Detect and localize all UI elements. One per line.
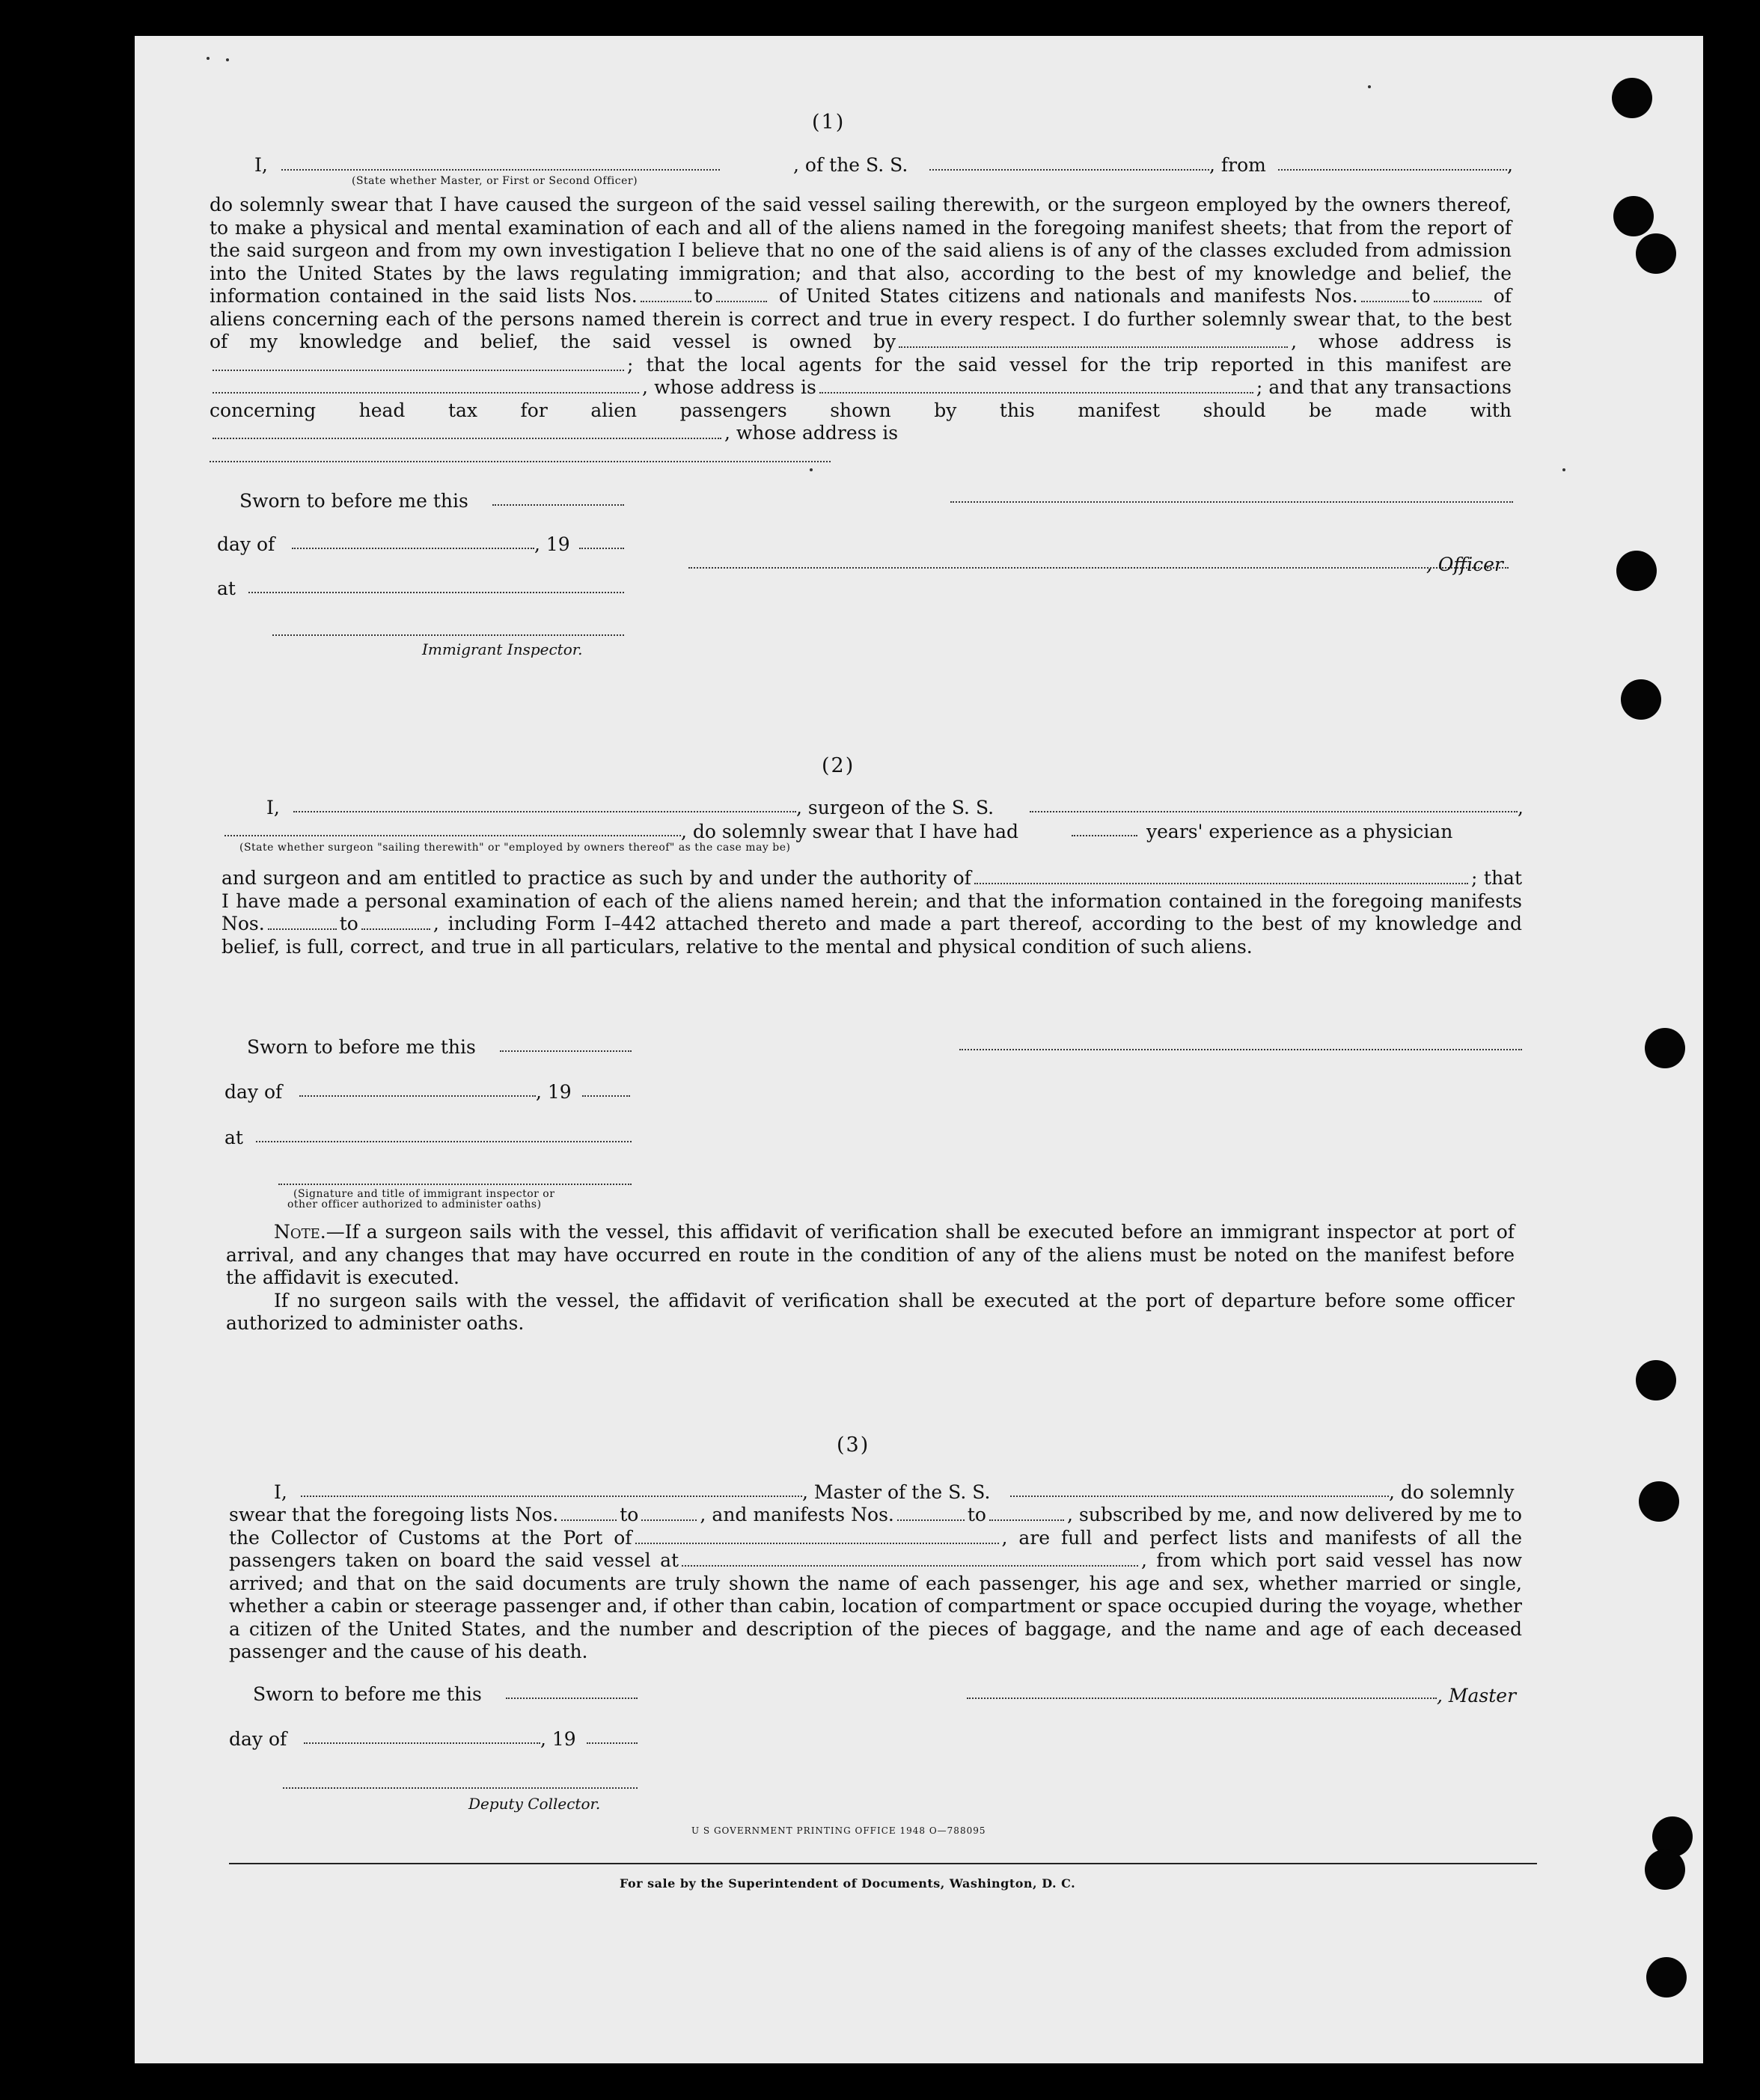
s1-owner-address-field[interactable] [213, 356, 624, 371]
s3-body-e: , from which port said vessel has now arrived; and that on the said documents are truly shown the name of each passenger, his age and sex, whether married or single, whether a cabin or steerage passenger and, if other than cabin, location of compartment or space occupied during the voyage, whether a citizen of the United States, and the number and description of the pieces of baggage, and the name and age of each deceased passenger and the cause of his death. [229, 1549, 1522, 1662]
punch-hole [1636, 233, 1676, 274]
s2-signature-field[interactable] [959, 1049, 1522, 1050]
s3-manifests-from-field[interactable] [897, 1506, 965, 1521]
s3-vessel-name-field[interactable] [1010, 1496, 1389, 1497]
s1-officer-rank-field[interactable] [281, 169, 720, 171]
s3-year-label: , 19 [540, 1728, 576, 1750]
s2-line1-i: I, [266, 797, 280, 818]
s2-status-hint: (State whether surgeon "sailing therewith" or "employed by owners thereof" as the case may be) [239, 842, 791, 854]
s1-officer-name-field[interactable] [688, 567, 1509, 569]
s1-officer-rank-hint: (State whether Master, or First or Second Officer) [352, 175, 638, 187]
s1-month-field[interactable] [292, 548, 534, 549]
s1-oath-paragraph [210, 194, 1512, 468]
s2-sig-hint [287, 1189, 554, 1210]
s2-body-a: and surgeon and am entitled to practice as such by and under the authority of [221, 867, 971, 889]
punch-hole [1613, 196, 1654, 236]
s2-year-label: , 19 [536, 1081, 572, 1103]
s3-oath-paragraph [229, 1504, 1522, 1664]
s3-month-field[interactable] [304, 1742, 540, 1744]
s1-year-label: , 19 [534, 533, 570, 555]
s1-line1-comma: , [1507, 154, 1513, 176]
footer-rule [229, 1863, 1537, 1864]
s2-surgeon-status-field[interactable] [224, 835, 681, 836]
s1-agents-address-field[interactable] [819, 379, 1253, 394]
s1-to-1: to [694, 285, 713, 307]
s1-owner-field[interactable] [899, 333, 1288, 348]
s2-years-label: years' experience as a physician [1146, 821, 1453, 842]
form-page [135, 36, 1703, 2063]
s2-sworn-day-field[interactable] [500, 1050, 632, 1052]
s1-from-port-field[interactable] [1278, 169, 1507, 171]
s3-line1-i: I, [274, 1481, 287, 1503]
s2-year-field[interactable] [582, 1095, 630, 1097]
s3-collector-label: Deputy Collector. [468, 1795, 601, 1813]
s1-body-e: ; that the local agents for the said vessel for the trip reported in this manifest are [627, 353, 1512, 376]
s3-swear-label: , do solemnly [1389, 1481, 1515, 1503]
s1-line1-i: I, [254, 154, 268, 176]
section-2-number: (2) [822, 754, 855, 777]
footer-sale-line: For sale by the Superintendent of Documents, Washington, D. C. [620, 1876, 1076, 1891]
s3-sworn-label: Sworn to before me this [253, 1683, 482, 1705]
s2-body-b: ; that I have made a personal examination of each of the aliens named herein; and that the information contained in the foregoing manifests Nos. [221, 867, 1523, 934]
s2-note-paragraph [226, 1221, 1515, 1335]
s1-at-label: at [217, 578, 236, 599]
s1-of-the-ss-label: , of the S. S. [793, 154, 908, 176]
s2-day-of-label: day of [224, 1081, 283, 1103]
s2-manifests-from-field[interactable] [268, 915, 337, 930]
s1-body-f: , whose address is [642, 376, 816, 398]
s2-month-field[interactable] [299, 1095, 536, 1097]
s1-body-a: do solemnly swear that I have caused the surgeon of the said vessel sailing therewith, or the surgeon employed by the owners thereof, to make a physical and mental examination of each and all of the aliens named in the foregoing manifest sheets; that from the report of the said surgeon and from my own investigation I believe that no one of the said aliens is of any of the classes excluded from admission into the United States by the laws regulating immigration; and that also, according to the best of my knowledge and belief, the information contained in the said lists Nos. [210, 194, 1512, 307]
s3-body-c: , subscribed by me, and now delivered by me to the Collector of Customs at the Port of [229, 1504, 1522, 1549]
punch-hole [1645, 1028, 1685, 1068]
s1-year-field[interactable] [579, 548, 624, 549]
punch-hole [1621, 679, 1661, 720]
s3-sworn-day-field[interactable] [506, 1698, 638, 1699]
s2-line1-comma: , [1518, 797, 1524, 818]
s2-manifests-to-field[interactable] [361, 915, 430, 930]
s3-manifests-to-field[interactable] [989, 1506, 1064, 1521]
s2-oath-paragraph [221, 867, 1522, 958]
punch-hole [1636, 1360, 1676, 1400]
s2-at-place-field[interactable] [256, 1141, 632, 1142]
s1-inspector-signature-field[interactable] [272, 634, 624, 636]
s3-to-1: to [620, 1504, 639, 1525]
s1-manifests-to-field[interactable] [1434, 287, 1482, 302]
s1-body-c: of aliens concerning each of the persons named therein is correct and true in every respect. I do further solemnly swear that, to the best of my knowledge and belief, the said vessel is owned by [210, 285, 1512, 352]
s1-lists-from-field[interactable] [641, 287, 691, 302]
scan-speck [1368, 85, 1371, 88]
scan-speck [1562, 468, 1565, 471]
s1-head-tax-party-field[interactable] [213, 424, 721, 439]
s3-to-2: to [967, 1504, 986, 1525]
s3-body-d: , are full and perfect lists and manifests of all the passengers taken on board the said vessel at [229, 1526, 1522, 1571]
section-1-number: (1) [812, 111, 846, 134]
s2-years-field[interactable] [1072, 835, 1137, 836]
s1-body-d: , whose address is [1291, 331, 1512, 352]
s1-to-2: to [1411, 285, 1431, 307]
s2-note-2: If no surgeon sails with the vessel, the affidavit of verification shall be executed at the port of departure before some officer authorized to administer oaths. [226, 1289, 1515, 1334]
s3-port-field[interactable] [635, 1529, 999, 1544]
s1-vessel-name-field[interactable] [929, 169, 1209, 171]
s1-officer-label: , Officer [1426, 554, 1503, 575]
s1-head-tax-address-field[interactable] [210, 447, 831, 462]
s2-surgeon-name-field[interactable] [293, 811, 796, 812]
s1-day-of-label: day of [217, 533, 275, 555]
s2-sworn-label: Sworn to before me this [247, 1036, 476, 1058]
punch-hole [1639, 1481, 1679, 1522]
s2-vessel-name-field[interactable] [1030, 811, 1518, 812]
s3-day-of-label: day of [229, 1728, 287, 1750]
s2-body-c: , including Form I–442 attached thereto and made a part thereof, according to the best of my knowledge and belief, is full, correct, and true in all particulars, relative to the mental and physical condition of such aliens. [221, 913, 1522, 958]
s1-sworn-label: Sworn to before me this [239, 490, 468, 512]
s3-body-b: , and manifests Nos. [700, 1504, 894, 1525]
s2-swear-label: , do solemnly swear that I have had [681, 821, 1019, 842]
s2-note-1-block [226, 1221, 1515, 1290]
s2-at-label: at [224, 1127, 243, 1148]
s1-agents-field[interactable] [213, 379, 639, 394]
s3-embark-place-field[interactable] [682, 1552, 1138, 1567]
s3-master-label: , Master [1437, 1685, 1517, 1706]
s2-inspector-signature-field[interactable] [278, 1184, 632, 1185]
s2-note-label: Note. [274, 1221, 326, 1243]
s1-manifests-from-field[interactable] [1361, 287, 1409, 302]
s1-body-b: of United States citizens and nationals and manifests Nos. [778, 285, 1358, 307]
s1-body-g: ; and that any transactions concerning head tax for alien passengers shown by this manifest should be made with [210, 376, 1512, 421]
s2-note-1: —If a surgeon sails with the vessel, this affidavit of verification shall be executed before an immigrant inspector at port of arrival, and any changes that may have occurred en route in the condition of any of the aliens must be noted on the manifest before the affidavit is executed. [226, 1221, 1515, 1288]
punch-hole [1616, 551, 1657, 591]
s3-collector-signature-field[interactable] [283, 1787, 638, 1789]
s1-inspector-label: Immigrant Inspector. [422, 640, 583, 658]
punch-hole [1646, 1957, 1687, 1998]
scan-speck [810, 468, 813, 471]
scan-speck [207, 57, 210, 60]
s2-authority-field[interactable] [974, 869, 1468, 884]
s1-signature-field[interactable] [950, 501, 1513, 503]
s3-lists-from-field[interactable] [561, 1506, 617, 1521]
s3-master-of-label: , Master of the S. S. [802, 1481, 991, 1503]
scan-speck [226, 58, 229, 61]
section-3-number: (3) [837, 1433, 870, 1457]
punch-hole [1612, 78, 1652, 118]
s2-to: to [339, 913, 358, 934]
s3-year-field[interactable] [587, 1742, 638, 1744]
s3-master-signature-field[interactable] [967, 1698, 1437, 1699]
s3-body-a: swear that the foregoing lists Nos. [229, 1504, 559, 1525]
s3-master-name-field[interactable] [301, 1496, 802, 1497]
s2-sig-hint-1: (Signature and title of immigrant inspector or [293, 1188, 555, 1200]
printing-office-line: U S GOVERNMENT PRINTING OFFICE 1948 O—788095 [691, 1825, 986, 1836]
s1-from-label: , from [1209, 154, 1266, 176]
s1-sworn-day-field[interactable] [492, 504, 624, 506]
s2-sig-hint-2: other officer authorized to administer oaths) [287, 1199, 542, 1210]
s1-lists-to-field[interactable] [716, 287, 767, 302]
s2-surgeon-of-label: , surgeon of the S. S. [796, 797, 994, 818]
s1-body-h: , whose address is [724, 422, 899, 444]
punch-hole [1645, 1849, 1685, 1890]
s3-lists-to-field[interactable] [641, 1506, 697, 1521]
s1-at-place-field[interactable] [248, 592, 624, 593]
